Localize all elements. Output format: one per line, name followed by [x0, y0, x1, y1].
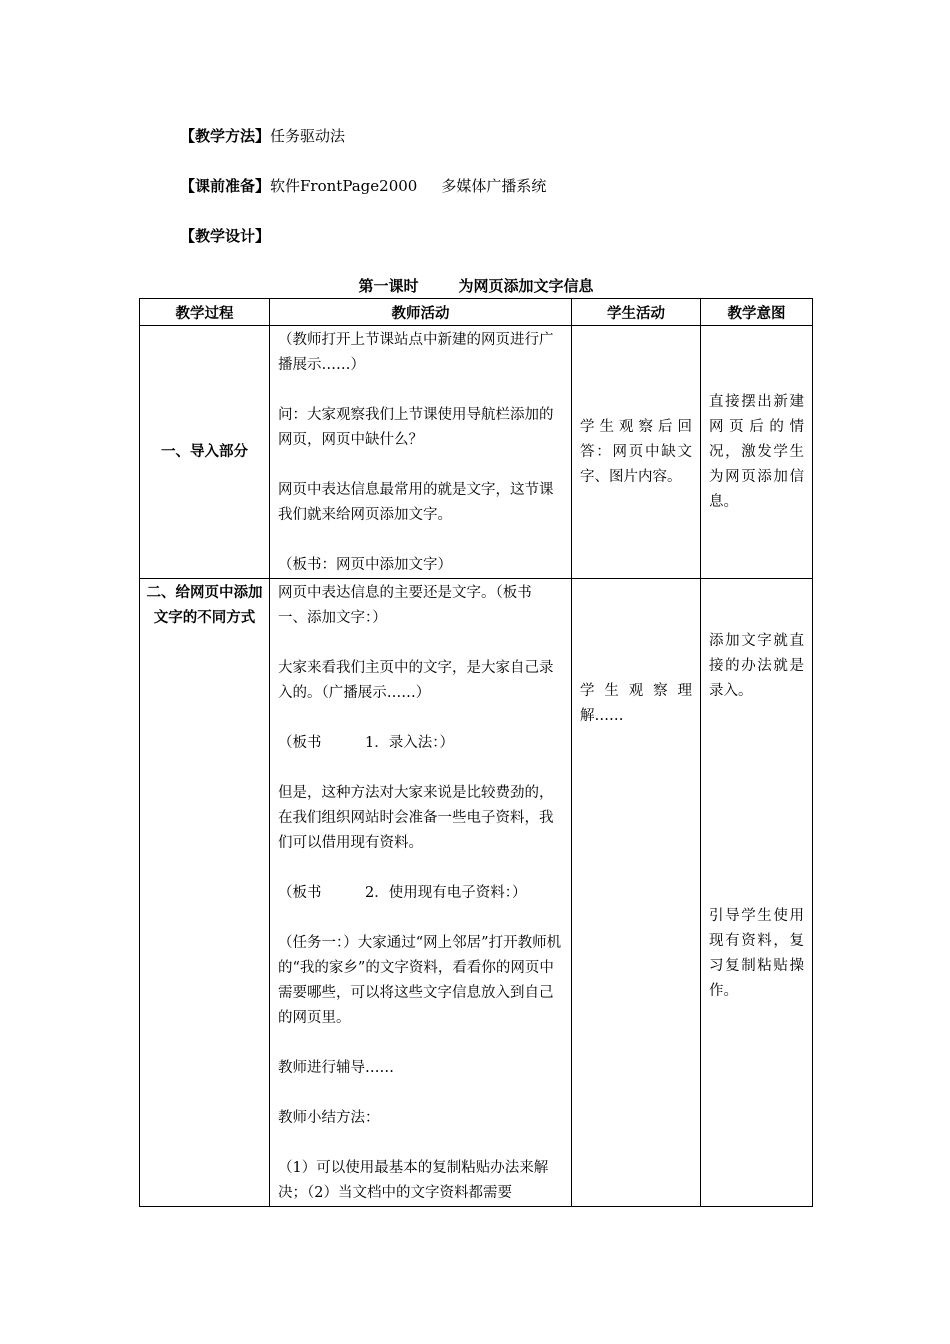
teacher-activity-cell	[270, 579, 572, 1207]
teaching-design-table	[139, 298, 813, 1207]
teacher-paragraph: 教师小结方法：	[278, 1110, 380, 1126]
preparation-line	[180, 176, 546, 196]
table-row	[140, 326, 813, 579]
intent-text-2: 引导学生使用现有资料，复习复制粘贴操作。	[709, 908, 804, 999]
teacher-paragraph: （1）可以使用最基本的复制粘贴办法来解决；（2）当文档中的文字资料都需要	[278, 1160, 549, 1201]
teacher-paragraph: 但是，这种方法对大家来说是比较费劲的，在我们组织网站时会准备一些电子资料，我们可以借用现有资料。	[278, 785, 554, 851]
teacher-paragraph: 问：大家观察我们上节课使用导航栏添加的网页，网页中缺什么？	[278, 407, 554, 448]
student-activity-cell: 学生观察后回答：网页中缺文字、图片内容。	[572, 326, 701, 579]
process-cell: 二、给网页中添加文字的不同方式	[140, 579, 270, 1207]
process-cell: 一、导入部分	[140, 326, 270, 579]
teacher-activity-cell	[270, 326, 572, 579]
design-line	[180, 226, 270, 246]
student-text: 学生观察理解……	[580, 683, 692, 724]
intent-cell	[701, 579, 813, 1207]
teaching-method-line	[180, 126, 345, 146]
teaching-method-value: 任务驱动法	[270, 127, 346, 145]
table-row	[140, 579, 813, 1207]
table-header-row	[140, 299, 813, 326]
preparation-software: 软件FrontPage2000	[270, 177, 418, 195]
teacher-paragraph: 教师进行辅导……	[278, 1060, 394, 1076]
teacher-paragraph: （板书：网页中添加文字）	[278, 557, 452, 573]
caption-period: 第一课时	[358, 277, 419, 295]
header-process: 教学过程	[140, 299, 270, 326]
preparation-system: 多媒体广播系统	[441, 177, 547, 195]
lesson-caption	[140, 276, 812, 296]
intent-cell: 直接摆出新建网页后的情况，激发学生为网页添加信息。	[701, 326, 813, 579]
teacher-paragraph: 网页中表达信息的主要还是文字。（板书 一、添加文字：）	[278, 585, 561, 626]
teacher-paragraph: 大家来看我们主页中的文字，是大家自己录入的。（广播展示……）	[278, 660, 554, 701]
teacher-paragraph: （教师打开上节课站点中新建的网页进行广播展示……）	[278, 332, 554, 373]
preparation-label: 【课前准备】	[180, 177, 271, 195]
header-intent: 教学意图	[701, 299, 813, 326]
teaching-method-label: 【教学方法】	[180, 127, 271, 145]
teacher-paragraph: （板书 1．录入法：）	[278, 735, 454, 751]
teacher-paragraph: 网页中表达信息最常用的就是文字，这节课我们就来给网页添加文字。	[278, 482, 554, 523]
teacher-paragraph: （任务一：）大家通过“网上邻居”打开教师机的“我的家乡”的文字资料，看看你的网页中需要哪些，可以将这些文字信息放入到自己的网页里。	[278, 935, 562, 1026]
design-label: 【教学设计】	[180, 227, 271, 245]
intent-text-1: 添加文字就直接的办法就是录入。	[709, 633, 804, 699]
header-teacher: 教师活动	[270, 299, 572, 326]
caption-title: 为网页添加文字信息	[458, 277, 594, 295]
student-activity-cell	[572, 579, 701, 1207]
teacher-paragraph: （板书 2．使用现有电子资料：）	[278, 885, 527, 901]
header-student: 学生活动	[572, 299, 701, 326]
